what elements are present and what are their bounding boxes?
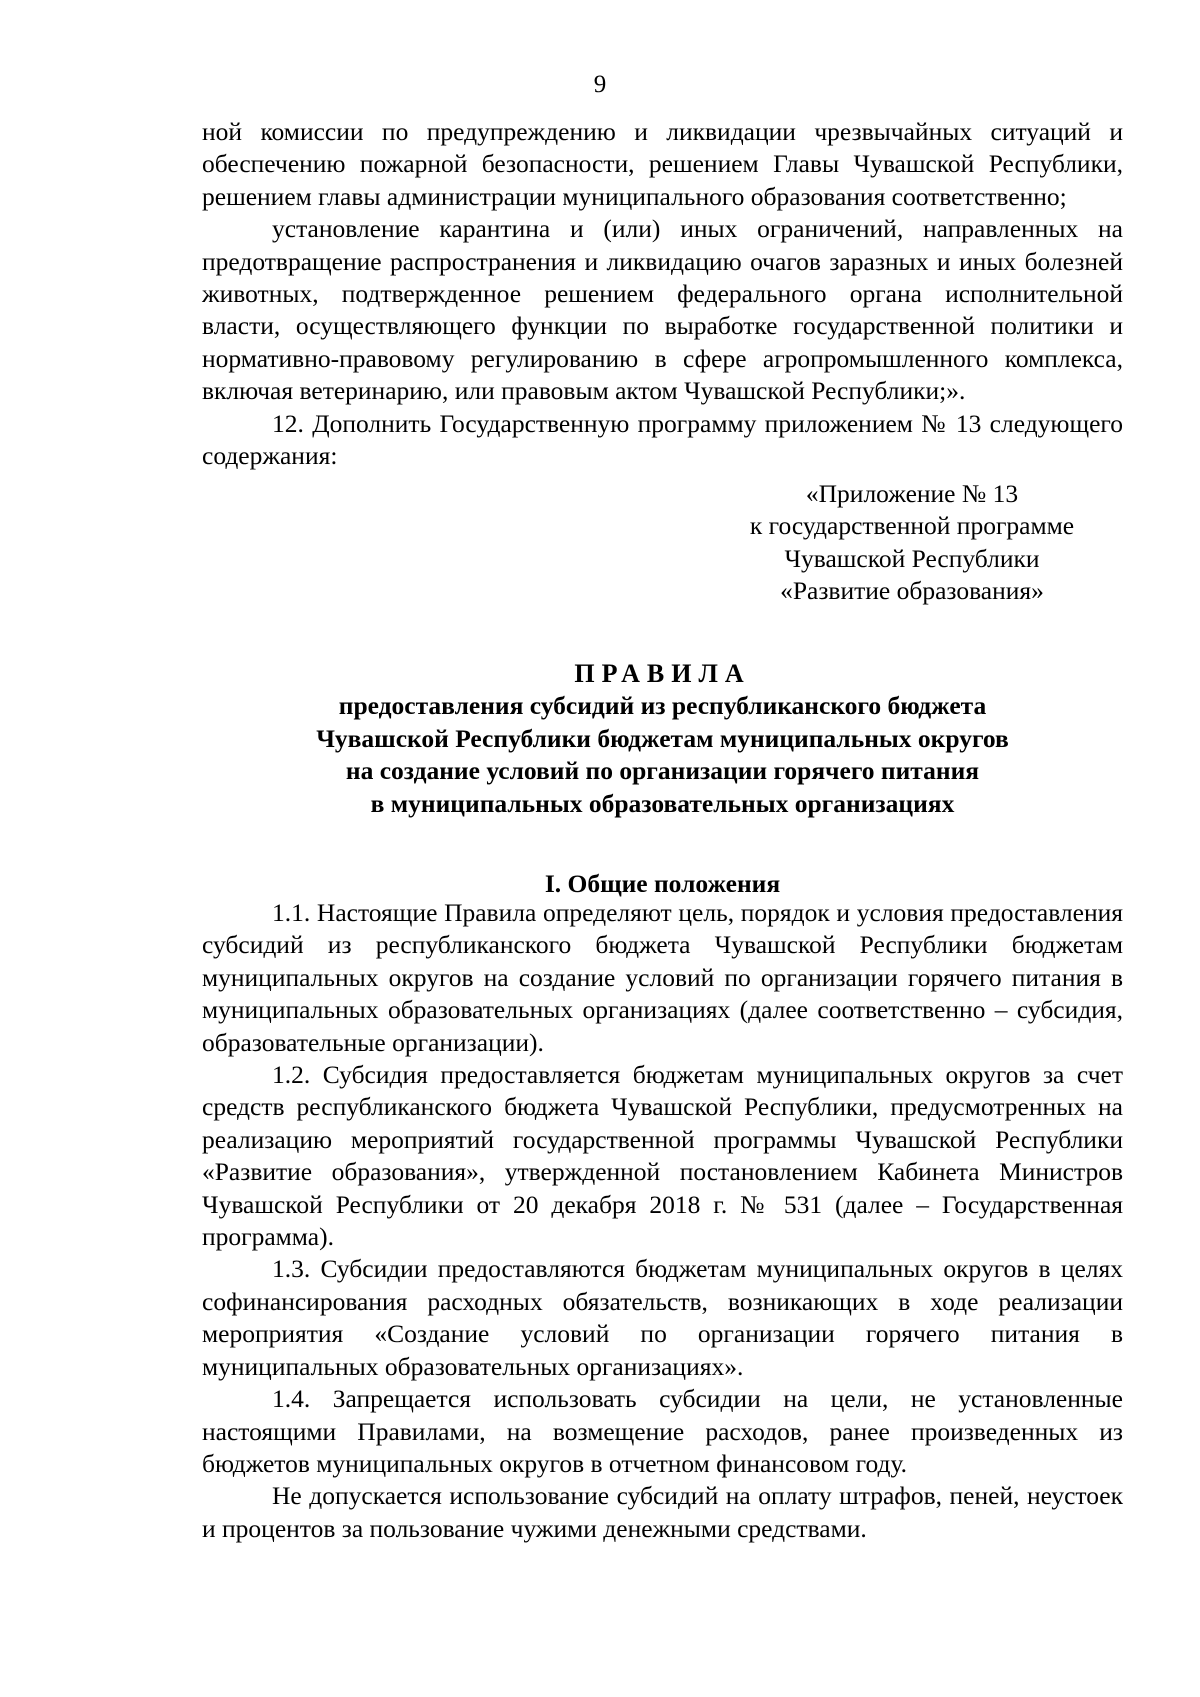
rule-1-4: 1.4. Запрещается использовать субсидии на цели, не установленные настоящими Правилами, на возмещение расходов, ранее произведенных из бюджетов муниципальных округов в отчетном финансовом году. [202,1384,1123,1478]
title-line-1: предоставления субсидий из республиканского бюджета [338,691,987,721]
paragraph-item-12: 12. Дополнить Государственную программу приложением № 13 следующего содержания: [202,408,1123,471]
rule-1-4-continuation: Не допускается использование субсидий на оплату штрафов, пеней, неустоек и процентов за пользование чужими денежными средствами. [202,1481,1123,1543]
appendix-line-1: «Приложение № 13 [805,479,1019,508]
rule-1-3: 1.3. Субсидии предоставляются бюджетам муниципальных округов в целях софинансирования расходных обязательств, возникающих в ходе реализации мероприятия «Создание условий по организации горячего питания в муниципальных образовательных организациях». [202,1254,1123,1381]
title-line-3: на создание условий по организации горячего питания [345,756,980,786]
title-line-2: Чувашской Республики бюджетам муниципальных округов [316,723,1009,753]
paragraph-continuation: ной комиссии по предупреждению и ликвидации чрезвычайных ситуаций и обеспечению пожарной безопасности, решением Главы Чувашской Республики, решением главы администрации муниципального образования соответственно; [202,117,1123,211]
page-number: 9 [593,71,607,98]
title-line-4: в муниципальных образовательных организациях [370,788,955,818]
title-main: ПРАВИЛА [574,659,751,688]
rule-1-2: 1.2. Субсидия предоставляется бюджетам муниципальных округов за счет средств республиканского бюджета Чувашской Республики, предусмотренных на реализацию мероприятий государственной программы Чувашской Республики «Развитие образования», утвержденной постановлением Кабинета Министров Чувашской Республики от 20 декабря 2018 г. № 531 (далее – Государственная программа). [202,1060,1123,1252]
document-title [202,658,1123,820]
rule-1-1: 1.1. Настоящие Правила определяют цель, порядок и условия предоставления субсидий из республиканского бюджета Чувашской Республики бюджетам муниципальных округов на создание условий по организации горячего питания в муниципальных образовательных организациях (далее соответственно – субсидия, образовательные организации). [202,898,1123,1057]
paragraph-quarantine: установление карантина и (или) иных ограничений, направленных на предотвращение распространения и ликвидацию очагов заразных и иных болезней животных, подтвержденное решением федерального органа исполнительной власти, осуществляющего функции по выработке государственной политики и нормативно-правовому регулированию в сфере агропромышленного комплекса, включая ветеринарию, или правовым актом Чувашской Республики;». [202,214,1123,406]
section-heading: I. Общие положения [544,869,781,898]
appendix-line-4: «Развитие образования» [780,576,1044,606]
top-text-block [202,116,1123,472]
appendix-line-2: к государственной программе [749,511,1075,541]
appendix-line-3: Чувашской Республики [784,543,1040,573]
appendix-reference [702,478,1122,608]
rules-text-block [202,897,1123,1545]
